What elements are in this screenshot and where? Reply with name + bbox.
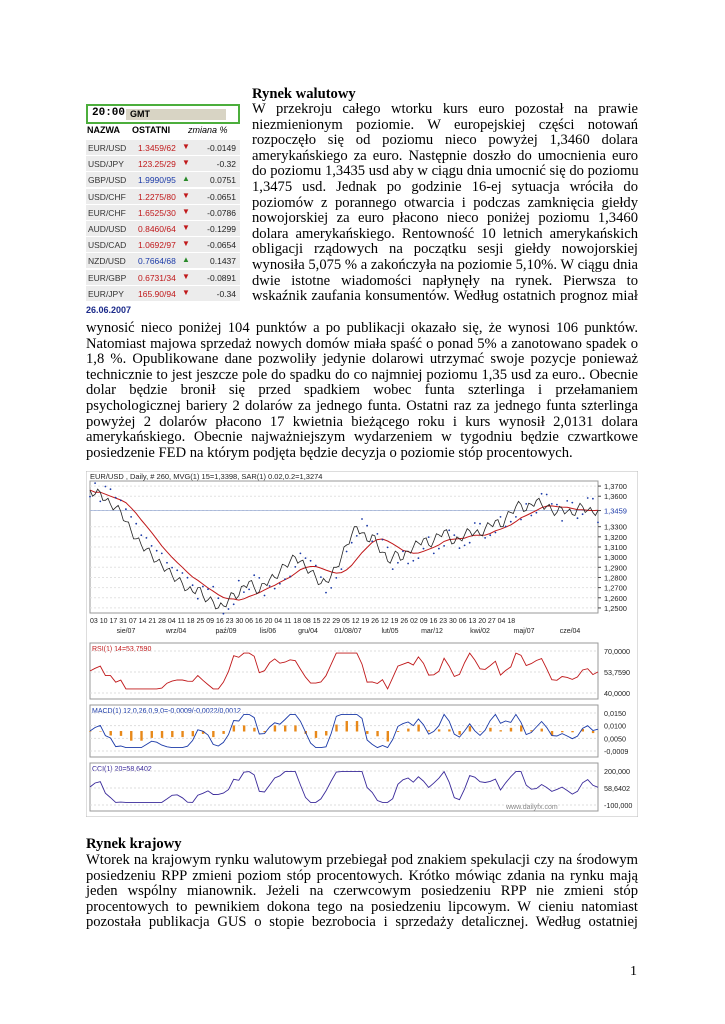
sar-dot bbox=[474, 522, 476, 524]
sar-dot bbox=[582, 513, 584, 515]
macd-histogram-bar bbox=[510, 728, 512, 732]
sar-dot bbox=[269, 585, 271, 587]
sar-dot bbox=[561, 520, 563, 522]
sar-dot bbox=[356, 535, 358, 537]
text-line: technicznie to jest jeszcze pole do spadku do co najmniej poziomu 1,35 usd za euro.. Obecnie bbox=[86, 366, 638, 383]
sar-dot bbox=[223, 613, 225, 615]
sar-dot bbox=[151, 545, 153, 547]
macd-histogram-bar bbox=[315, 731, 317, 738]
section-title-rynek-krajowy: Rynek krajowy bbox=[86, 836, 182, 852]
quote-pair: AUD/USD bbox=[88, 224, 127, 234]
quote-last: 1.0692/97 bbox=[138, 240, 176, 251]
quote-row bbox=[86, 270, 240, 286]
y-tick-label: 1,3100 bbox=[604, 543, 627, 552]
sar-dot bbox=[438, 548, 440, 550]
sar-dot bbox=[197, 598, 199, 600]
indicator-tick-label: -100,000 bbox=[604, 801, 633, 810]
text-line: wynosiła 5,075 % a zakończyła na poziomie 5,10%. W ciągu dnia bbox=[252, 256, 638, 273]
sar-dot bbox=[253, 574, 255, 576]
quote-pair: NZD/USD bbox=[88, 256, 126, 267]
text-line: posiedzenie FED na którym podjęta będzie decyzja o poziomie stóp procentowych. bbox=[86, 444, 573, 461]
text-line: powyżej 2 dolarów płacono 17 kwietnia bieżącego roku i kurs wynosił 2,0131 dolara bbox=[86, 413, 638, 430]
macd-histogram-bar bbox=[571, 731, 573, 732]
sar-dot bbox=[448, 529, 450, 531]
quote-row bbox=[86, 286, 240, 302]
text-line: Natomiast majowa sprzedaż nowych domów miała spaść o ponad 5% a zanotowano spadek o bbox=[86, 335, 638, 352]
sar-dot bbox=[140, 534, 142, 536]
macd-histogram-bar bbox=[222, 731, 224, 734]
macd-histogram-bar bbox=[366, 731, 368, 734]
sar-dot bbox=[156, 550, 158, 552]
x-tick-label-month: cze/04 bbox=[559, 628, 581, 635]
sar-dot bbox=[366, 525, 368, 527]
x-tick-label-month: 01/08/07 bbox=[334, 628, 362, 635]
text-line: niezmienionym poziomie. W europejskiej części notowań bbox=[252, 116, 638, 133]
sar-dot bbox=[294, 566, 296, 568]
quotes-header-name: NAZWA bbox=[87, 125, 120, 135]
x-tick-label-month: kwi/02 bbox=[470, 628, 490, 635]
x-tick-labels-days: 03 10 17 31 07 14 21 28 04 11 18 25 09 16 23 30 06 16 20 04 11 18 08 15 22 29 05 12 19 26 12 19 26 02 09 16 23 30 06 13 20 27 04 18 bbox=[90, 618, 516, 625]
macd-histogram-bar bbox=[284, 725, 286, 731]
text-line: 1,3475 usd. Jednak po godzinie 16-ej sytuacja wróciła do bbox=[252, 178, 638, 195]
sar-dot bbox=[161, 553, 163, 555]
macd-histogram-bar bbox=[356, 721, 358, 731]
x-tick-label-month: maj/07 bbox=[513, 628, 535, 635]
sar-dot bbox=[258, 577, 260, 579]
quote-pair: USD/CAD bbox=[88, 240, 127, 251]
indicator-tick-label: -0,0009 bbox=[604, 747, 629, 756]
arrow-down-icon: ▼ bbox=[182, 142, 190, 151]
arrow-down-icon: ▼ bbox=[182, 223, 190, 232]
quote-pair: USD/CHF bbox=[88, 191, 126, 202]
indicator-tick-label: 0,0050 bbox=[604, 734, 626, 744]
sar-dot bbox=[243, 591, 245, 593]
quote-last: 0.6731/34 bbox=[138, 272, 176, 283]
sar-dot bbox=[130, 516, 132, 518]
y-tick-label: 1,3000 bbox=[604, 553, 627, 563]
arrow-down-icon: ▼ bbox=[182, 190, 190, 200]
sar-dot bbox=[166, 562, 168, 564]
quote-last: 123.25/29 bbox=[138, 159, 176, 170]
sar-dot bbox=[187, 577, 189, 579]
quote-row bbox=[86, 221, 240, 237]
arrow-down-icon: ▼ bbox=[182, 271, 190, 281]
quote-change: -0.0786 bbox=[207, 207, 236, 218]
sar-dot bbox=[110, 488, 112, 490]
macd-histogram-bar bbox=[192, 731, 194, 736]
quote-last: 0.7664/68 bbox=[138, 256, 176, 267]
sar-dot bbox=[228, 608, 230, 610]
sar-dot bbox=[500, 516, 502, 518]
sar-dot bbox=[571, 502, 573, 504]
text-line: posiedzeniu RPP zmieni poziom stóp procentowych. Krótko mówiąc zdania na rynku mają bbox=[86, 867, 638, 884]
macd-histogram-bar bbox=[274, 725, 276, 731]
macd-histogram-bar bbox=[99, 731, 101, 732]
macd-histogram-bar bbox=[346, 721, 348, 731]
quote-row bbox=[86, 140, 240, 156]
quote-pair: EUR/CHF bbox=[88, 207, 126, 218]
quote-change: 0.1437 bbox=[210, 256, 236, 267]
macd-histogram-bar bbox=[458, 731, 460, 735]
text-line: wynosić nieco poniżej 104 punktów a po publikacji okazało się, że wynosi 106 punktów. bbox=[86, 320, 638, 336]
macd-histogram-bar bbox=[243, 725, 245, 731]
arrow-up-icon: ▲ bbox=[182, 174, 190, 184]
macd-histogram-bar bbox=[541, 729, 543, 732]
sar-dot bbox=[125, 508, 127, 510]
sar-dot bbox=[505, 526, 507, 528]
sar-dot bbox=[335, 577, 337, 579]
sar-dot bbox=[217, 597, 219, 599]
x-tick-label-month: wrz/04 bbox=[165, 628, 187, 635]
quote-pair: USD/JPY bbox=[88, 159, 124, 170]
indicator-tick-label: 53,7590 bbox=[604, 668, 630, 677]
quotes-header bbox=[86, 125, 240, 137]
sar-dot bbox=[330, 587, 332, 589]
sar-dot bbox=[320, 576, 322, 578]
x-tick-label-month: gru/04 bbox=[298, 628, 318, 635]
arrow-down-icon: ▼ bbox=[182, 206, 190, 216]
quote-last: 0.8460/64 bbox=[138, 224, 176, 234]
quote-row bbox=[86, 253, 240, 269]
y-tick-label: 1,2600 bbox=[604, 593, 627, 603]
sar-dot bbox=[289, 576, 291, 578]
arrow-down-icon: ▼ bbox=[182, 158, 190, 168]
sar-dot bbox=[315, 565, 317, 567]
macd-histogram-bar bbox=[181, 731, 183, 737]
sar-dot bbox=[351, 542, 353, 544]
text-line: Wtorek na krajowym rynku walutowym przebiegał pod znakiem spekulacji czy na środowym bbox=[86, 852, 638, 868]
sar-dot bbox=[202, 586, 204, 588]
quote-row bbox=[86, 205, 240, 221]
macd-histogram-bar bbox=[479, 731, 481, 732]
paragraph-rynek-walutowy-right bbox=[252, 102, 638, 305]
indicator-tick-label: 70,0000 bbox=[604, 647, 630, 656]
x-tick-label-month: sie/07 bbox=[116, 628, 136, 635]
y-tick-label: 1,2500 bbox=[604, 603, 627, 613]
quotes-clock bbox=[86, 104, 240, 124]
text-line: amerykańskiego. Obecnie najważniejszym wydarzeniem w tygodniu będzie czwartkowe bbox=[86, 429, 638, 446]
quote-change: -0.0891 bbox=[207, 272, 236, 283]
y-tick-label: 1,3459 bbox=[604, 506, 627, 516]
quotes-header-last: OSTATNI bbox=[132, 125, 171, 135]
sar-dot bbox=[387, 547, 389, 549]
sar-dot bbox=[233, 603, 235, 605]
y-tick-label: 1,3600 bbox=[604, 492, 627, 502]
indicator-tick-label: 58,6402 bbox=[604, 784, 630, 793]
macd-histogram-bar bbox=[428, 730, 430, 731]
sar-dot bbox=[120, 500, 122, 502]
sar-dot bbox=[551, 503, 553, 505]
macd-histogram-bar bbox=[335, 725, 337, 732]
macd-histogram-bar bbox=[110, 731, 112, 735]
macd-histogram-bar bbox=[500, 730, 502, 731]
macd-histogram-bar bbox=[448, 729, 450, 731]
sar-dot bbox=[341, 568, 343, 570]
macd-histogram-bar bbox=[489, 728, 491, 732]
sar-dot bbox=[530, 515, 532, 517]
macd-histogram-bar bbox=[376, 731, 378, 736]
sar-dot bbox=[279, 583, 281, 585]
sar-dot bbox=[428, 536, 430, 538]
sar-dot bbox=[99, 501, 101, 503]
macd-histogram-bar bbox=[151, 731, 153, 738]
text-line: obligacji rządowych na początku sesji giełdy nowojorskiej bbox=[252, 241, 638, 258]
quotes-time: 20:00 bbox=[92, 107, 126, 119]
sar-dot bbox=[171, 567, 173, 569]
sar-dot bbox=[536, 512, 538, 514]
quote-pair: GBP/USD bbox=[88, 175, 127, 186]
quote-pair: EUR/GBP bbox=[88, 272, 127, 283]
quote-pair: EUR/USD bbox=[88, 143, 127, 153]
x-tick-label-month: lut/05 bbox=[381, 628, 399, 635]
sar-dot bbox=[479, 523, 481, 525]
sar-dot bbox=[176, 569, 178, 571]
sar-dot bbox=[392, 568, 394, 570]
text-line: procentowych to pewnikiem dokona tego na posiedzeniu lipcowym. W cieniu natomiast bbox=[86, 898, 638, 915]
sar-dot bbox=[407, 563, 409, 565]
sar-dot bbox=[115, 497, 117, 499]
macd-histogram-bar bbox=[294, 725, 296, 731]
sar-dot bbox=[310, 560, 312, 562]
sar-dot bbox=[489, 534, 491, 536]
sar-dot bbox=[94, 482, 96, 484]
macd-histogram-bar bbox=[212, 731, 214, 737]
sar-dot bbox=[248, 589, 250, 591]
macd-histogram-bar bbox=[387, 731, 389, 741]
indicator-tick-label: 200,000 bbox=[604, 767, 630, 776]
quotes-header-change: zmiana % bbox=[188, 125, 228, 135]
macd-histogram-bar bbox=[233, 725, 235, 731]
sar-dot bbox=[453, 534, 455, 536]
arrow-up-icon: ▲ bbox=[182, 255, 190, 265]
sar-dot bbox=[274, 588, 276, 590]
text-line: dolar będzie bronił się przed spadkiem wobec funta szterlinga i przełamaniem bbox=[86, 382, 638, 399]
sar-dot bbox=[464, 545, 466, 547]
sar-dot bbox=[346, 551, 348, 553]
chart-title: EUR/USD , Daily, # 260, MVG(1) 15=1,3398, SAR(1) 0.02,0.2=1,3274 bbox=[90, 472, 323, 481]
text-line: wskaźnik zaufania konsumentów. Według ostatnich prognoz miał bbox=[252, 288, 638, 305]
section-title-rynek-walutowy: Rynek walutowy bbox=[252, 86, 356, 102]
macd-histogram-bar bbox=[253, 728, 255, 732]
sar-dot bbox=[135, 523, 137, 525]
sar-dot bbox=[402, 550, 404, 552]
y-tick-label: 1,2700 bbox=[604, 583, 627, 593]
sar-dot bbox=[587, 497, 589, 499]
macd-histogram-bar bbox=[407, 729, 409, 732]
quote-change: -0.0149 bbox=[207, 143, 236, 153]
sar-dot bbox=[443, 545, 445, 547]
quote-row bbox=[86, 156, 240, 172]
quotes-date: 26.06.2007 bbox=[86, 305, 132, 315]
macd-histogram-bar bbox=[469, 726, 471, 731]
sar-dot bbox=[397, 562, 399, 564]
quote-last: 1.2275/80 bbox=[138, 191, 176, 202]
sar-dot bbox=[192, 584, 194, 586]
sar-dot bbox=[459, 547, 461, 549]
macd-histogram-bar bbox=[417, 725, 419, 732]
sar-dot bbox=[525, 503, 527, 505]
y-tick-label: 1,3200 bbox=[604, 532, 627, 542]
text-line: dolara amerykańskiego. Rentowność 10 letnich amerykańskich bbox=[252, 225, 638, 242]
sar-dot bbox=[105, 486, 107, 488]
text-line: W przekroju całego wtorku kurs euro pozostał na prawie bbox=[252, 101, 638, 117]
indicator-title: CCI(1) 20=58,6402 bbox=[92, 766, 152, 773]
indicator-title: RSI(1) 14=53,7590 bbox=[92, 646, 152, 653]
macd-histogram-bar bbox=[520, 725, 522, 731]
sar-dot bbox=[423, 548, 425, 550]
macd-histogram-bar bbox=[161, 731, 163, 738]
text-line: do poziomu 1,3435 usd aby w ciągu dnia umocnić się do poziomu bbox=[252, 163, 639, 180]
sar-dot bbox=[305, 557, 307, 559]
sar-dot bbox=[412, 560, 414, 562]
sar-dot bbox=[382, 539, 384, 541]
sar-dot bbox=[325, 592, 327, 594]
quote-change: -0.1299 bbox=[207, 224, 236, 234]
sar-dot bbox=[207, 588, 209, 590]
sar-dot bbox=[577, 517, 579, 519]
indicator-tick-label: 40,0000 bbox=[604, 689, 630, 698]
x-tick-label-month: lis/06 bbox=[259, 628, 277, 635]
indicator-tick-label: 0,0100 bbox=[604, 721, 626, 731]
sar-dot bbox=[592, 498, 594, 500]
sar-dot bbox=[484, 537, 486, 539]
quote-last: 1.6525/30 bbox=[138, 207, 176, 218]
sar-dot bbox=[566, 500, 568, 502]
sar-dot bbox=[469, 542, 471, 544]
sar-dot bbox=[89, 496, 91, 498]
text-line: poziomów z porannego otwarcia i podczas zamknięcia giełdy bbox=[252, 194, 638, 211]
indicator-title: MACD(1) 12,0,26,0,9,0=-0,0009/-0,0022/0,0012 bbox=[92, 708, 241, 715]
macd-histogram-bar bbox=[130, 731, 132, 741]
text-line: jeden wspólny mianownik. Jeżeli na czerwcowym posiedzeniu RPP nie zmieni stóp bbox=[86, 883, 638, 900]
quote-change: -0.34 bbox=[216, 288, 236, 299]
y-tick-label: 1,3700 bbox=[604, 482, 627, 492]
y-tick-label: 1,3300 bbox=[604, 522, 627, 532]
currency-quotes-table bbox=[86, 104, 240, 318]
macd-histogram-bar bbox=[140, 731, 142, 741]
paragraph-rynek-krajowy bbox=[86, 853, 638, 931]
sar-dot bbox=[515, 516, 517, 518]
sar-dot bbox=[377, 533, 379, 535]
sar-dot bbox=[300, 553, 302, 555]
text-line: rozpoczęło się od poziomu nieco powyżej 1,3460 dolara bbox=[252, 132, 638, 149]
sar-dot bbox=[238, 580, 240, 582]
text-line: pozostała publikacja GUS o stopie bezrobocia i sprzedaży detalicznej. Według ostatniej bbox=[86, 914, 638, 931]
quote-change: -0.0651 bbox=[207, 191, 236, 202]
macd-histogram-bar bbox=[592, 731, 594, 733]
macd-histogram-bar bbox=[397, 731, 399, 732]
macd-histogram-bar bbox=[325, 731, 327, 735]
quote-last: 1.9990/95 bbox=[138, 175, 176, 186]
macd-histogram-bar bbox=[120, 731, 122, 736]
chart-watermark: www.dailyfx.com bbox=[506, 804, 558, 811]
indicator-tick-label: 0,0150 bbox=[604, 709, 626, 718]
sar-dot bbox=[182, 572, 184, 574]
sar-dot bbox=[146, 537, 148, 539]
arrow-down-icon: ▼ bbox=[182, 239, 190, 249]
eurusd-chart bbox=[86, 471, 638, 817]
quote-change: -0.0654 bbox=[207, 240, 236, 251]
quote-row bbox=[86, 172, 240, 188]
quote-row bbox=[86, 189, 240, 205]
page-number: 1 bbox=[630, 964, 637, 979]
sar-dot bbox=[541, 493, 543, 495]
x-tick-label-month: mar/12 bbox=[421, 628, 443, 635]
text-line: dwie istotne wiadomości napłynęły na rynek. Pierwsza to bbox=[252, 272, 638, 289]
sar-dot bbox=[556, 504, 558, 506]
text-line: psychologicznej bariery 2 dolarów za jednego funta. Ostatni raz za jednego funta szterlinga bbox=[86, 397, 638, 414]
sar-dot bbox=[597, 522, 599, 524]
sar-dot bbox=[264, 595, 266, 597]
sar-dot bbox=[433, 553, 435, 555]
quote-last: 165.90/94 bbox=[138, 288, 176, 299]
quote-change: 0.0751 bbox=[210, 175, 236, 186]
quote-pair: EUR/JPY bbox=[88, 288, 124, 299]
sar-dot bbox=[284, 578, 286, 580]
quote-last: 1.3459/62 bbox=[138, 143, 176, 153]
macd-histogram-bar bbox=[561, 731, 563, 732]
y-tick-label: 1,2800 bbox=[604, 573, 627, 583]
quote-change: -0.32 bbox=[216, 159, 236, 170]
sar-dot bbox=[495, 532, 497, 534]
quotes-timezone: GMT bbox=[126, 109, 226, 120]
sar-dot bbox=[371, 540, 373, 542]
sar-dot bbox=[510, 521, 512, 523]
arrow-down-icon: ▼ bbox=[182, 287, 190, 297]
sar-dot bbox=[212, 586, 214, 588]
paragraph-rynek-walutowy-full bbox=[86, 321, 638, 461]
sar-dot bbox=[520, 519, 522, 521]
sar-dot bbox=[546, 494, 548, 496]
text-line: amerykańskiego za euro. Następnie doszło do umocnienia euro bbox=[252, 147, 638, 164]
quote-row bbox=[86, 237, 240, 253]
text-line: nowojorskiej za euro płacono nieco poniżej poziomu 1,3460 bbox=[252, 210, 638, 227]
macd-histogram-bar bbox=[171, 731, 173, 737]
text-line: 1,8 %. Opublikowane dane pozwoliły jedynie dolarowi utrzymać swoje pozycje ponieważ bbox=[86, 351, 638, 368]
y-tick-label: 1,2900 bbox=[604, 563, 627, 573]
macd-histogram-bar bbox=[438, 729, 440, 731]
sar-dot bbox=[418, 557, 420, 559]
x-tick-label-month: paź/09 bbox=[215, 628, 237, 635]
sar-dot bbox=[361, 518, 363, 520]
